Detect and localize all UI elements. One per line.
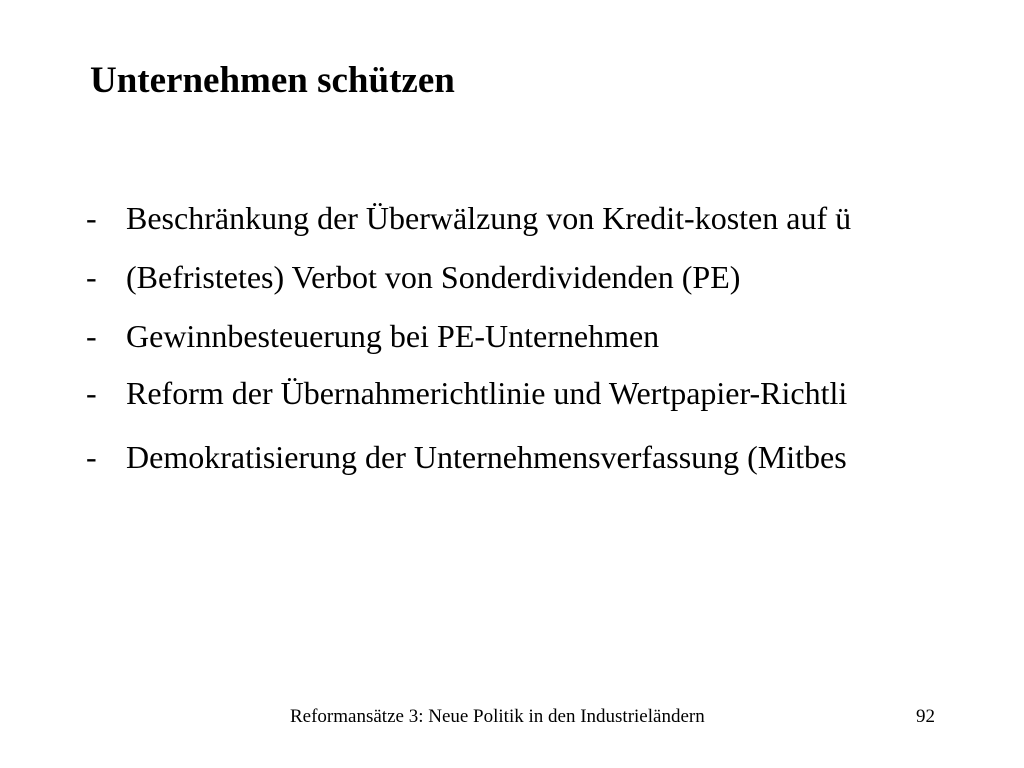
footer-caption: Reformansätze 3: Neue Politik in den Industrieländern <box>290 706 705 727</box>
bullet-text: Beschränkung der Überwälzung von Kredit-kosten auf ü <box>126 200 852 236</box>
bullet-text: Reform der Übernahmerichtlinie und Wertpapier-Richtli <box>126 375 848 411</box>
slide-title: Unternehmen schützen <box>90 60 455 101</box>
bullet-text: (Befristetes) Verbot von Sonderdividenden (PE) <box>126 259 741 295</box>
bullet-marker: - <box>86 375 97 411</box>
bullet-marker: - <box>86 318 97 354</box>
bullet-item <box>86 377 847 409</box>
bullet-text: Gewinnbesteuerung bei PE-Unternehmen <box>126 318 660 354</box>
bullet-item <box>86 441 847 473</box>
page-number: 92 <box>916 706 935 727</box>
bullet-text: Demokratisierung der Unternehmensverfassung (Mitbes <box>126 439 847 475</box>
bullet-marker: - <box>86 200 97 236</box>
bullet-item <box>86 202 851 234</box>
bullet-item <box>86 261 740 293</box>
bullet-marker: - <box>86 259 97 295</box>
bullet-item <box>86 320 659 352</box>
bullet-marker: - <box>86 439 97 475</box>
